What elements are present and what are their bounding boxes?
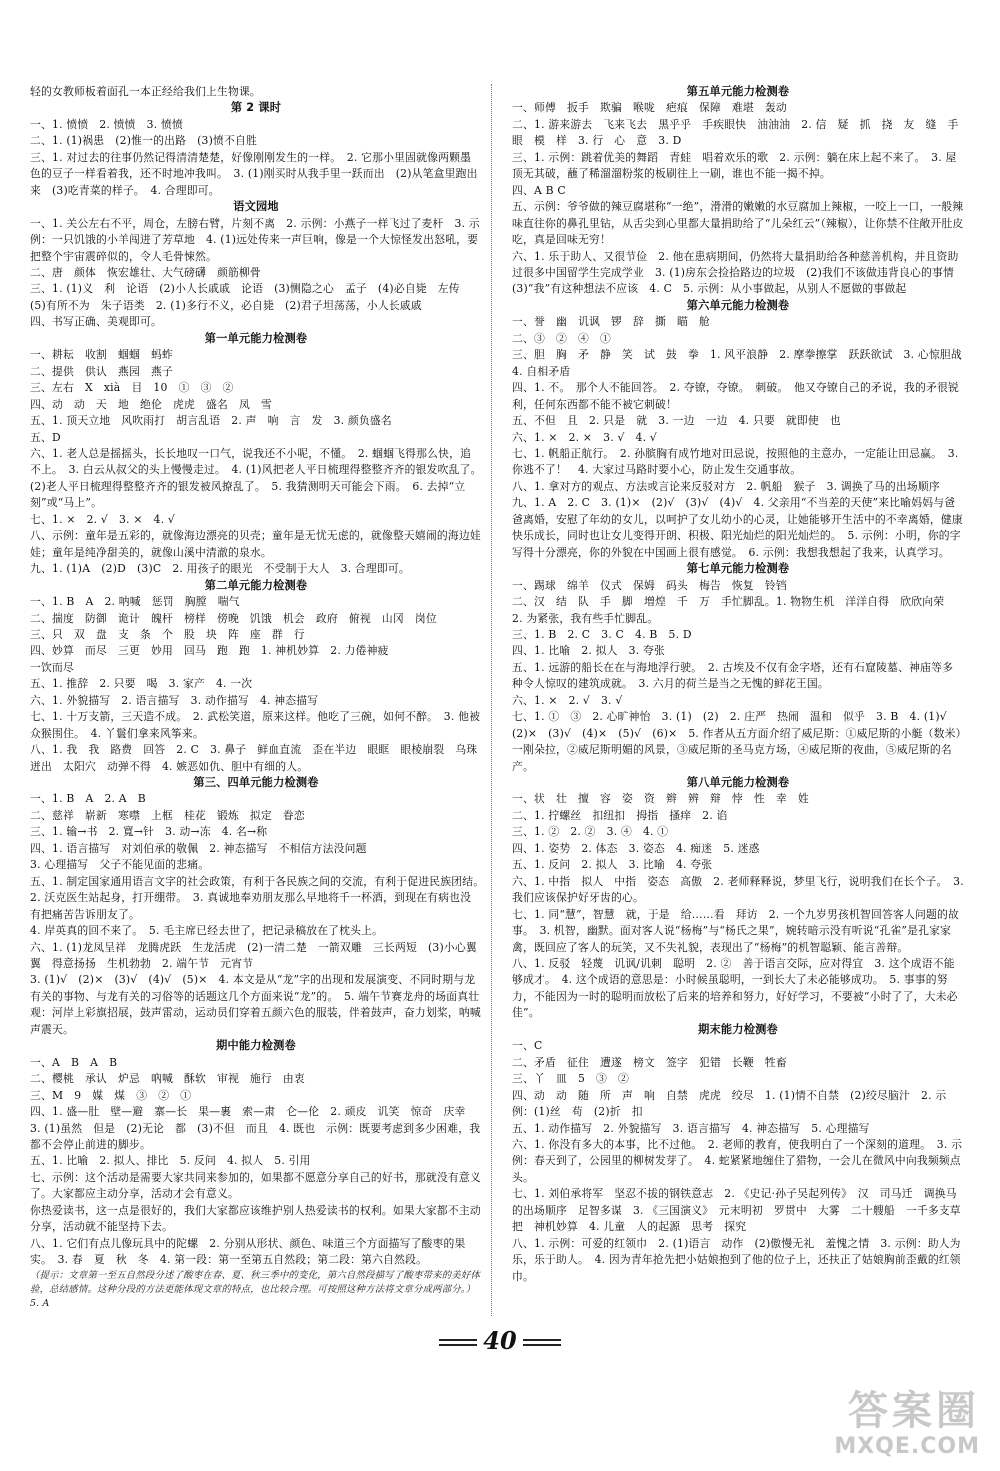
answer-line: 一、1. 关公左右不平，周仓，左膀右臂，片刻不离 2. 示例：小燕子一样飞过了麦杆 3. 示例：一只饥饿的小羊闯进了芳草地 4. (1)远处传来一声巨响，像是一个大惊怪发出怒吼，要把整个宇宙震碎似的，令人毛骨悚然。 [30,216,480,263]
answer-line: 一饮而尽 [30,660,74,674]
answer-line: 一、誉 幽 讥讽 锣 辞 撕 瞄 舱 [512,315,710,329]
section-heading: 第一单元能力检测卷 [204,331,308,345]
answer-line: 4. 岸英真的回不来了。 5. 毛主席已经去世了，把记录稿放在了枕头上。 [30,924,384,938]
section-heading: 期中能力检测卷 [216,1039,296,1053]
page-number [0,1326,1000,1355]
answer-line: 3. (1)√ (2)× (3)√ (4)√ (5)× 4. 本文是从“龙”字的出现和发展演变、不同时期与龙有关的事物、与龙有关的习俗等的话题这几个方面来说“龙”的。 5. 端午节赛龙舟的场面真壮观：河岸上彩旗招展，鼓声雷动，运动员们穿着五颜六色的服装，伴着鼓声，奋力划桨，呐喊声震天。 [30,973,481,1036]
answer-line: 八、1. 它们有点儿像玩具中的陀螺 2. 分别从形状、颜色、味道三个方面描写了酸枣的果实。 3. 春 夏 秋 冬 4. 第一段：第一至第五自然段；第二段：第六自然段。 [30,1236,466,1267]
answer-line: 一、耕耘 收割 蝈蝈 蚂蚱 [30,348,173,362]
answer-line: 三、丫 皿 5 ③ ② [512,1072,630,1086]
answer-line: 三、左右 X xià 目 10 ① ③ ② [30,381,234,395]
answer-line: 五、示例：爷爷做的辣豆腐堪称“一绝”，滑滑的嫩嫩的水豆腐加上辣椒，一咬上一口，一般辣味直往你的鼻孔里钻，从舌尖到心里都大量捐助给了“儿朵红云”（辣椒），让你禁不住敞开肚皮吃，真是回味无穷！ [512,200,964,247]
answer-line: 六、1. × 2. √ 3. √ [512,693,623,707]
section-heading: 语文园地 [233,200,279,214]
section-heading: 第八单元能力检测卷 [686,776,790,790]
answer-line: 四、A B C [512,183,566,197]
left-column [30,84,490,1310]
answer-line: 四、1. 不。 那个人不能回答。 2. 夺镣，夺镣。 刺破。 他又夺镣自己的矛说，我的矛很锐利，任何东西都不能不被它刺破！ [512,381,959,411]
answer-line: 四、1. 比喻 2. 拟人 3. 夸张 [512,644,665,658]
answer-line: 二、③ ② ④ ① [512,331,611,345]
answer-line: 六、1. (1)龙凤呈祥 龙腾虎跃 生龙活虎 (2)一清二楚 一箭双雕 三长两短 (3)小心翼翼 得意扬扬 生机勃勃 2. 端午节 元宵节 [30,940,477,971]
answer-line: 七、1. 同“慧”，智慧 就，于是 给……看 拜访 2. 一个九岁男孩机智回答客人问题的故事。 3. 机智，幽默。面对客人说“杨梅”与“杨氏之果”，婉转暗示没有听说“孔雀”是孔家家禽，既回应了客人的玩笑，又不失礼貌，表现出了“杨梅”的机智聪颖、能言善辩。 [512,907,959,954]
answer-line: 二、汉 结 队 手 脚 増煌 千 万 手忙脚乱。1. 物物生机 洋洋自得 欣欣向荣 2. 为紧张，我有些手忙脚乱。 [512,595,956,625]
answer-line: 三、1. 对过去的往事仍然记得清清楚楚，好像刚刚发生的一样。 2. 它那小里固就像两颗墨色的豆子一样看着我，还不时地冲我叫。 3. (1)刚买时从我手里一跃而出 (2)从笔盒里跑出来 (3)吃青菜的样子。 4. 合理即可。 [30,150,478,197]
answer-line: 四、1. 盛—肚 壁—避 寨—长 果—裹 索—肃 仑—伦 2. 顽皮 讥笑 惊奇 庆幸 3. (1)虽然 但是 (2)无论 都 (3)不但 而且 4. 既也 示例：既要考虑到多少困难，我都不会停止前进的脚步。 [30,1105,481,1151]
answer-line: 七、1. ① ③ 2. 心旷神怡 3. (1) (2) 2. 庄严 热闹 温和 似乎 3. B 4. (1)√ (2)× (3)√ (4)× (5)√ (6)× 5. 作者从五方面介绍了威尼斯：①威尼斯的小艇（数米） 一刚朵拉，②威尼斯明媚的风景，③威尼斯的圣马克方场，④威尼斯的夜曲，⑤威尼斯的名产。 [512,710,973,773]
answer-line: 五、1. 制定国家通用语言文字的社会政策，有利于各民族之间的交流，有利于促进民族团结。 2. 沃克医生站起身，打开绷带。 3. 真诚地奉劝朋友那么早地将千一杯酒，到现在有病也没有把痛苦告诉朋友了。 [30,874,490,921]
answer-line: 三、1. B 2. C 3. C 4. B 5. D [512,627,692,641]
section-heading: 第三、四单元能力检测卷 [193,776,319,790]
section-heading: 期末能力检测卷 [698,1022,778,1036]
answer-line: 二、1. (1)祸患 (2)惟一的出路 (3)愤不自胜 [30,134,257,148]
section-heading: 第 2 课时 [230,101,282,115]
answer-line: 五、1. 动作描写 2. 外貌描写 3. 语言描写 4. 神态描写 5. 心理描写 [512,1121,870,1135]
answer-line: 六、1. 外貌描写 2. 语言描写 3. 动作描写 4. 神态描写 [30,693,319,707]
answer-line: 六、1. 你没有多大的本事，比不过他。 2. 老师的教育，使我明白了一个深刻的道理。 3. 示例：春天到了，公园里的柳树发芽了。 4. 蛇紧紧地缠住了猎物，一会儿在微风中向我频频点头。 [512,1138,963,1184]
answer-line: 五、D [30,430,61,444]
column-divider [491,84,492,1316]
answer-line: 五、1. 推辞 2. 只要 喝 3. 家产 4. 一次 [30,677,253,691]
answer-line: 八、示例：童年是五彩的，就像海边漂亮的贝壳；童年是无忧无虑的，就像整天嬉闹的海边娃娃；童年是纯净甜美的，就像山溪中清澈的泉水。 [30,529,481,559]
answer-line: 二、樱桃 承认 炉忌 吶喊 酥软 审视 施行 由衷 [30,1072,305,1086]
answer-line: 四、1. 姿势 2. 体态 3. 姿态 4. 痴迷 5. 迷惑 [512,841,760,855]
answer-line: 一、C [512,1039,543,1053]
answer-line: 一、1. B A 2. 呐喊 惩罚 胸膛 喘气 [30,595,240,609]
page-number-rule-left [439,1339,477,1346]
answer-line: 七、1. 帆船正航行。 2. 孙膑胸有成竹地对田忌说，按照他的主意办，一定能让田忌赢。 3. 你逃不了！ 4. 大家过马路时要小心，防止发生交通事故。 [512,446,959,477]
answer-line: 九、1. (1)A (2)D (3)C 2. 用孩子的眼光 不受制于大人 3. 合理即可。 [30,562,410,576]
page-number-rule-right [523,1339,561,1346]
answer-line: 三、1. 输→书 2. 寬→针 3. 动→冻 4. 名→称 [30,825,268,839]
answer-line: 七、示例：这个活动是需要大家共同来参加的，如果都不愿意分享自己的好书，那就没有意义了。大家都应主动分享，活动才会有意义。 [30,1170,481,1201]
section-heading: 第七单元能力检测卷 [686,562,790,576]
answer-note: （提示：文章第一至五自然段分述了酸枣在春、夏、秋三季中的变化，第六自然段描写了酸枣带来的美好体验，总结感情。这种分段的方法更能体现文章的特点，也比较合理。可按照这种方法将文章分成两部分。） 5. A [30,1269,481,1309]
watermark-logo [780,1388,980,1462]
answer-line: 一、师傅 扳手 欺骗 喉咙 疤痕 保障 难堪 轰动 [512,101,787,115]
answer-line: 六、1. 中指 拟人 中指 姿态 高傲 2. 老师释释说，梦里飞行，说明我们在长个子。 3. 我们应该保护好牙齿的心。 [512,874,964,905]
section-heading: 第五单元能力检测卷 [686,85,790,98]
section-heading: 第二单元能力检测卷 [204,578,308,592]
right-column [512,84,973,1285]
answer-line: 六、1. × 2. × 3. √ 4. √ [512,430,657,444]
answer-line: 八、1. 反驳 轻蔑 讥讽/讥刺 聪明 2. ② 善于语言交际，应对得宜 3. 这个成语不能够成才。 4. 这个成语的意思是：小时候虽聪明，一到长大了未必能够成功。 5. 事事的努力，不能因为一时的聪明而放松了后来的培养和努力，好好学习，不要被“小时了了，大未必佳”。 [512,957,958,1020]
answer-line: 轻的女教师板着面孔一本正经给我们上生物课。 [30,85,261,98]
answer-line: 三、1. 示例：跳着优美的舞蹈 青蛙 唱着欢乐的歌 2. 示例：躺在床上起不来了。 3. 屋顶无其破，蘸了稀溜溜粉浆的板刷往上一刷，谁也不能一揭不掉。 [512,150,957,181]
answer-line: 八、1. 拿对方的观点、方法或言论来反驳对方 2. 帆船 猴子 3. 调换了马的出场顺序 [512,479,940,493]
answer-line: 二、唐 颜体 恢宏雄壮、大气磅礴 颜筋柳骨 [30,265,261,279]
answer-line: 八、1. 我 我 路费 回答 2. C 3. 鼻子 鲜血直流 歪在半边 眼眶 眼棱崩裂 乌珠迸出 太阳穴 动弹不得 4. 嫉恶如仇、胆中有细的人。 [30,743,478,773]
answer-line: 三、1. (1)义 利 论语 (2)小人长戚戚 论语 (3)恻隐之心 孟子 (4)必自毙 左传 (5)有所不为 朱子语类 2. (1)多行不义，必自毙 (2)君子坦荡荡，小人长戚戚 [30,282,471,312]
answer-line: 一、1. B A 2. A B [30,792,146,806]
watermark-logo-domain: MXQE.COM [834,1434,980,1459]
answer-line: 一、1. 愤愤 2. 愤愤 3. 愤愤 [30,117,183,131]
answer-line: 二、揣度 防御 诡计 魄杆 榜样 傍晚 饥饿 机会 政府 俯视 山冈 岗位 [30,611,437,625]
answer-line: 一、A B A B [30,1055,118,1069]
answer-line: 四、妙算 而尽 三更 妙用 回马 跑 跑 1. 神机妙算 2. 力倦神疲 [30,644,389,658]
answer-line: 四、1. 语言描写 对刘伯承的敬佩 2. 神态描写 不相信方法没问题 [30,841,367,855]
answer-line: 三、1. ② 2. ② 3. ④ 4. ① [512,825,669,839]
answer-line: 七、1. × 2. √ 3. × 4. √ [30,512,175,526]
answer-line: 二、矛盾 征住 遭遂 榜文 签字 犯错 长鞭 牲畜 [512,1055,787,1069]
answer-line: 二、慈祥 崭新 寒噤 上框 桂花 锻炼 拟定 眷恋 [30,808,305,822]
answer-line: 七、1. 十万支箭，三天造不成。 2. 武松笑道，原来这样。他吃了三碗，如何不醉。 3. 他被众猴围住。 4. 丫鬟们拿来风筝来。 [30,710,481,740]
answer-line: 四、动 动 随 所 声 响 自禁 虎虎 绞尽 1. (1)情不自禁 (2)绞尽脑汁 2. 示例：(1)丝 苟 (2)折 扣 [512,1088,947,1119]
answer-line: 五、1. 顶天立地 风吹雨打 胡言乱语 2. 声 响 言 发 3. 颜负盛名 [30,414,392,428]
answer-line: 二、提供 供认 燕园 燕子 [30,364,173,378]
answer-line: 四、动 动 天 地 绝伦 虎虎 盛名 凤 雪 [30,397,272,411]
answer-line: 3. 心理描写 父子不能见面的悲痛。 [30,858,210,872]
section-heading: 第六单元能力检测卷 [686,298,790,312]
answer-line: 二、1. 拧螺丝 扣纽扣 拇指 搔痒 2. 谄 [512,808,728,822]
answer-line: 七、1. 刘伯承将军 坚忍不拔的钢铁意志 2. 《史记·孙子吴起列传》 汉 司马迁 调换马的出场顺序 足智多谋 3. 《三国演义》 元末明初 罗贯中 大雾 二十艘船 一千多支草把 神机妙算 4. 儿童 人的起源 思考 探究 [512,1187,961,1234]
answer-line: 九、1. A 2. C 3. (1)× (2)√ (3)√ (4)√ 4. 父亲用“不当差的天使”来比喻妈妈与爸爸离婚，安慰了年幼的女儿，以呵护了女儿幼小的心灵，让她能够开生活中的不幸离婚，健康快乐成长，同时也让女儿变得开朗、积极、阳光灿烂的阳光灿烂的。 5. 示例：小明，你的字写得十分漂亮，你的外貌在中国画上很有感觉。 6. 示例：我想我想起了我来，认真学习。 [512,496,963,559]
answer-line: 五、不但 且 2. 只是 就 3. 一边 一边 4. 只要 就即使 也 [512,414,841,428]
answer-line: 一、踢球 绵羊 仪式 保姆 码头 梅告 恢复 铃铛 [512,578,787,592]
answer-line: 六、1. 乐于助人、又很节俭 2. 他在患病期间，仍然将大量捐助给各种慈善机构，并且资助过很多中国留学生完成学业 3. (1)房东会捡拾路边的垃圾 (2)我们不该做违背良心的事情 (3)“我”有这种想法不应该 4. C 5. 示例：从小事做起，从别人不愿做的事做起 [512,249,966,296]
answer-line: 三、M 9 媒 煤 ③ ② ① [30,1088,192,1102]
answer-line: 五、1. 反问 2. 拟人 3. 比喻 4. 夸张 [512,858,713,872]
answer-line: 二、1. 游来游去 飞来飞去 黑乎乎 手疾眼快 油油油 2. 信 疑 抓 挠 友 缝 手 眼 模 样 3. 行 心 意 3. D [512,117,970,148]
answer-line: 三、胆 胸 矛 静 笑 试 鼓 拳 1. 风平浪静 2. 摩拳擦掌 跃跃欲试 3. 心惊胆战 4. 自相矛盾 [512,348,973,378]
page-number-text: 40 [483,1326,517,1355]
answer-line: 三、只 双 盘 支 条 个 股 块 阵 座 群 行 [30,627,305,641]
answer-line: 一、状 壮 擅 容 姿 资 辫 辨 辩 悖 性 幸 姓 [512,792,809,806]
answer-line: 你热爱读书，这一点是很好的，我们大家都应该维护别人热爱读书的权利。如果大家都不主动分享，活动就不能坚持下去。 [30,1203,481,1234]
answer-line: 五、1. 比喻 2. 拟人、排比 5. 反问 4. 拟人 5. 引用 [30,1154,311,1168]
answer-line: 八、1. 示例：可爱的红领巾 2. (1)语言 动作 (2)傲慢无礼 羞愧之情 3. 示例：助人为乐，乐于助人。 4. 因为青年抢先把小姑娘抱到了他的位子上，还扶正了姑娘胸前歪戴的红领巾。 [512,1236,961,1283]
answer-line: 五、1. 远游的船长在在与海地浮行驶。 2. 古埃及不仅有金字塔，还有石窟陵墓、神庙等多种令人惊叹的建筑成就。 3. 六月的荷兰是当之无愧的鲜花王国。 [512,660,954,691]
answer-line: 四、书写正确、美观即可。 [30,315,162,329]
answer-line: 六、1. 老人总是摇摇头，长长地叹一口气，说我还不小呢，不懂。 2. 蝈蝈飞得那么快，追不上。 3. 白云从叔父的头上慢慢走过。 4. (1)风把老人平日梳理得整整齐齐的银发吹乱了。 (2)老人平日梳理得整整齐齐的银发被风撩乱了。 5. 我猜测明天可能会下雨。 6. 去掉“立刻”或“马上”。 [30,446,488,510]
watermark-logo-text: 答案圈 [848,1388,980,1434]
